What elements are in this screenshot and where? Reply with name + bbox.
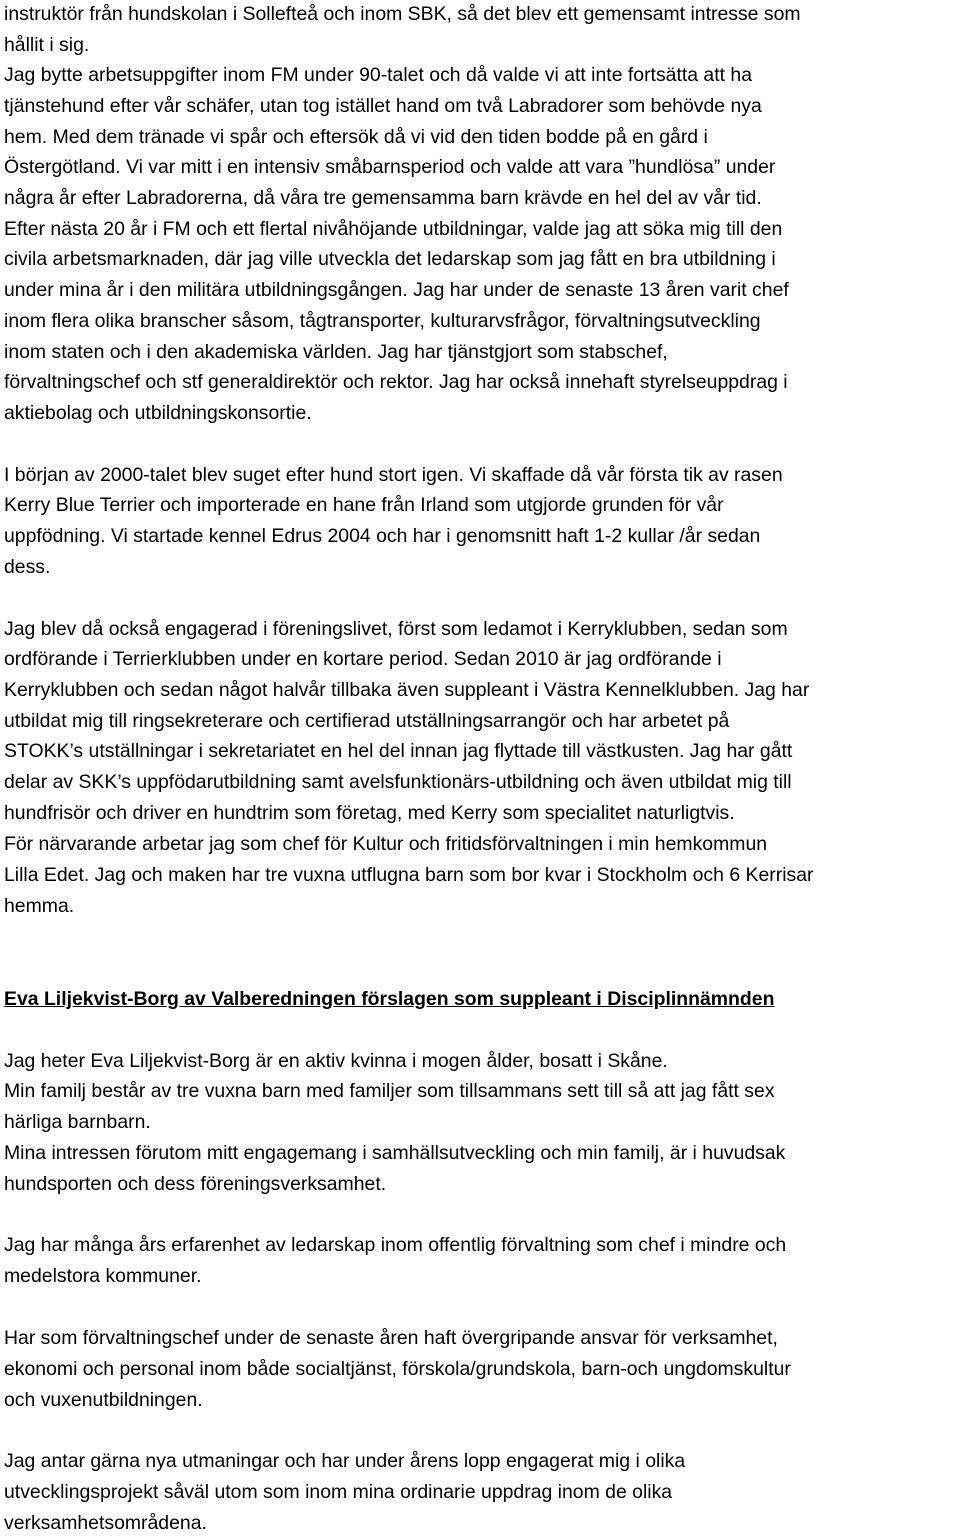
text-line: Mina intressen förutom mitt engagemang i samhällsutveckling och min familj, är i huvudsak bbox=[4, 1142, 786, 1164]
text-line: Kerryklubben och sedan något halvår tillbaka även suppleant i Västra Kennelklubben. Jag har bbox=[4, 679, 810, 701]
text-line: Jag heter Eva Liljekvist-Borg är en aktiv kvinna i mogen ålder, bosatt i Skåne. bbox=[4, 1050, 668, 1072]
text-line: förvaltningschef och stf generaldirektör och rektor. Jag har också innehaft styrelseuppdrag i bbox=[4, 371, 788, 393]
text-line: utvecklingsprojekt såväl utom som inom mina ordinarie uppdrag inom de olika bbox=[4, 1481, 673, 1503]
text-line: Lilla Edet. Jag och maken har tre vuxna utflugna barn som bor kvar i Stockholm och 6 Kerrisar bbox=[4, 864, 814, 886]
text-line: några år efter Labradorerna, då våra tre gemensamma barn krävde en hel del av vår tid. bbox=[4, 187, 762, 209]
text-line: tjänstehund efter vår schäfer, utan tog istället hand om två Labradorer som behövde nya bbox=[4, 95, 762, 117]
text-line: uppfödning. Vi startade kennel Edrus 2004 och har i genomsnitt haft 1-2 kullar /år sedan bbox=[4, 525, 761, 547]
text-line: medelstora kommuner. bbox=[4, 1265, 202, 1287]
text-line: Jag bytte arbetsuppgifter inom FM under 90-talet och då valde vi att inte fortsätta att ha bbox=[4, 64, 753, 86]
text-line: I början av 2000-talet blev suget efter hund stort igen. Vi skaffade då vår första tik av rasen bbox=[4, 464, 783, 486]
text-line: Efter nästa 20 år i FM och ett flertal nivåhöjande utbildningar, valde jag att söka mig till den bbox=[4, 218, 783, 240]
text-line: aktiebolag och utbildningskonsortie. bbox=[4, 402, 312, 424]
text-line: dess. bbox=[4, 556, 51, 578]
text-line: inom staten och i den akademiska världen. Jag har tjänstgjort som stabschef, bbox=[4, 341, 668, 363]
text-line: STOKK’s utställningar i sekretariatet en hel del innan jag flyttade till västkusten. Jag har gått bbox=[4, 740, 793, 762]
text-line: hem. Med dem tränade vi spår och eftersök då vi vid den tiden bodde på en gård i bbox=[4, 126, 708, 148]
text-line: Har som förvaltningschef under de senaste åren haft övergripande ansvar för verksamhet, bbox=[4, 1327, 778, 1349]
text-line: delar av SKK’s uppfödarutbildning samt avelsfunktionärs-utbildning och även utbildat mig till bbox=[4, 771, 792, 793]
text-line: Jag blev då också engagerad i föreningslivet, först som ledamot i Kerryklubben, sedan som bbox=[4, 618, 788, 640]
text-line: och vuxenutbildningen. bbox=[4, 1389, 203, 1411]
text-line: inom flera olika branscher såsom, tågtransporter, kulturarvsfrågor, förvaltningsutveckling bbox=[4, 310, 761, 332]
text-line: Jag antar gärna nya utmaningar och har under årens lopp engagerat mig i olika bbox=[4, 1450, 686, 1472]
text-line: ekonomi och personal inom både socialtjänst, förskola/grundskola, barn-och ungdomskultur bbox=[4, 1358, 791, 1380]
text-line: Jag har många års erfarenhet av ledarskap inom offentlig förvaltning som chef i mindre och bbox=[4, 1234, 787, 1256]
text-line: under mina år i den militära utbildningsgången. Jag har under de senaste 13 åren varit chef bbox=[4, 279, 789, 301]
text-line: ordförande i Terrierklubben under en kortare period. Sedan 2010 är jag ordförande i bbox=[4, 648, 722, 670]
text-line: För närvarande arbetar jag som chef för Kultur och fritidsförvaltningen i min hemkommun bbox=[4, 833, 768, 855]
text-line: verksamhetsområdena. bbox=[4, 1512, 207, 1534]
text-line: hemma. bbox=[4, 895, 75, 917]
text-line: civila arbetsmarknaden, där jag ville utveckla det ledarskap som jag fått en bra utbildning i bbox=[4, 248, 776, 270]
text-line: utbildat mig till ringsekreterare och certifierad utställningsarrangör och har arbetet på bbox=[4, 710, 730, 732]
text-line: hundsporten och dess föreningsverksamhet. bbox=[4, 1173, 387, 1195]
text-line: härliga barnbarn. bbox=[4, 1111, 151, 1133]
section-heading: Eva Liljekvist-Borg av Valberedningen förslagen som suppleant i Disciplinnämnden bbox=[4, 988, 775, 1010]
text-line: Min familj består av tre vuxna barn med familjer som tillsammans sett till så att jag fått sex bbox=[4, 1080, 775, 1102]
text-line: instruktör från hundskolan i Sollefteå och inom SBK, så det blev ett gemensamt intresse som bbox=[4, 3, 801, 25]
text-line: hållit i sig. bbox=[4, 34, 90, 56]
text-line: hundfrisör och driver en hundtrim som företag, med Kerry som specialitet naturligtvis. bbox=[4, 802, 735, 824]
text-line: Östergötland. Vi var mitt i en intensiv småbarnsperiod och valde att vara ”hundlösa” under bbox=[4, 156, 776, 178]
text-line: Kerry Blue Terrier och importerade en hane från Irland som utgjorde grunden för vår bbox=[4, 494, 724, 516]
